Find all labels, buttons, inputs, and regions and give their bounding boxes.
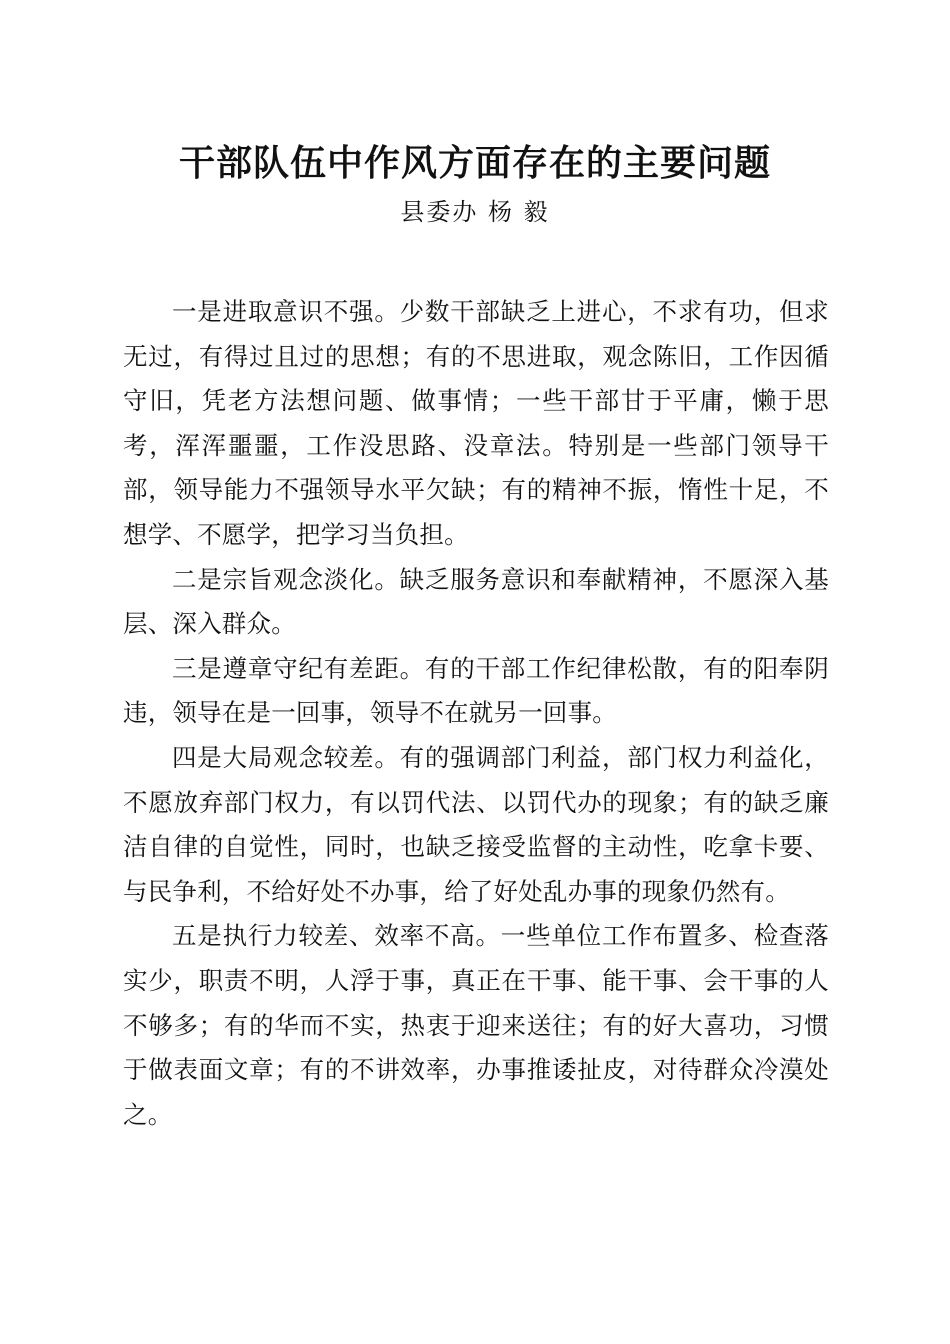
paragraph-lead: 四是大局观念较差。: [172, 742, 400, 772]
document-body: [123, 290, 829, 1137]
paragraph-3: [123, 647, 829, 736]
paragraph-text: 缺乏服务意识和奉献精神，不愿深入基层、深入群众。: [123, 564, 829, 639]
paragraph-1: [123, 290, 829, 558]
paragraph-text: 一些单位工作布置多、检查落实少，职责不明，人浮于事，真正在干事、能干事、会干事的人不够多；有的华而不实，热衷于迎来送往；有的好大喜功，习惯于做表面文章；有的不讲效率，办事推诿扯皮，对待群众冷漠处之。: [123, 921, 829, 1129]
paragraph-lead: 一是进取意识不强。: [172, 297, 400, 326]
paragraph-lead: 五是执行力较差、效率不高。: [172, 921, 501, 951]
paragraph-4: [123, 736, 829, 914]
paragraph-5: [123, 914, 829, 1137]
paragraph-text: 有的干部工作纪律松散，有的阳奉阴违，领导在是一回事，领导不在就另一回事。: [123, 653, 829, 728]
paragraph-lead: 二是宗旨观念淡化。: [172, 564, 400, 594]
paragraph-text: 少数干部缺乏上进心，不求有功，但求无过，有得过且过的思想；有的不思进取，观念陈旧，工作因循守旧，凭老方法想问题、做事情；一些干部甘于平庸，懒于思考，浑浑噩噩，工作没思路、没章法。特别是一些部门领导干部，领导能力不强领导水平欠缺；有的精神不振，惰性十足，不想学、不愿学，把学习当负担。: [123, 297, 829, 549]
paragraph-2: [123, 558, 829, 647]
document-author: 县委办 杨 毅: [400, 198, 550, 226]
paragraph-lead: 三是遵章守纪有差距。: [172, 653, 425, 683]
paragraph-text: 有的强调部门利益，部门权力利益化，不愿放弃部门权力，有以罚代法、以罚代办的现象；有的缺乏廉洁自律的自觉性，同时，也缺乏接受监督的主动性，吃拿卡要、与民争利，不给好处不办事，给了好处乱办事的现象仍然有。: [123, 742, 829, 906]
document-title: 干部队伍中作风方面存在的主要问题: [178, 142, 771, 184]
